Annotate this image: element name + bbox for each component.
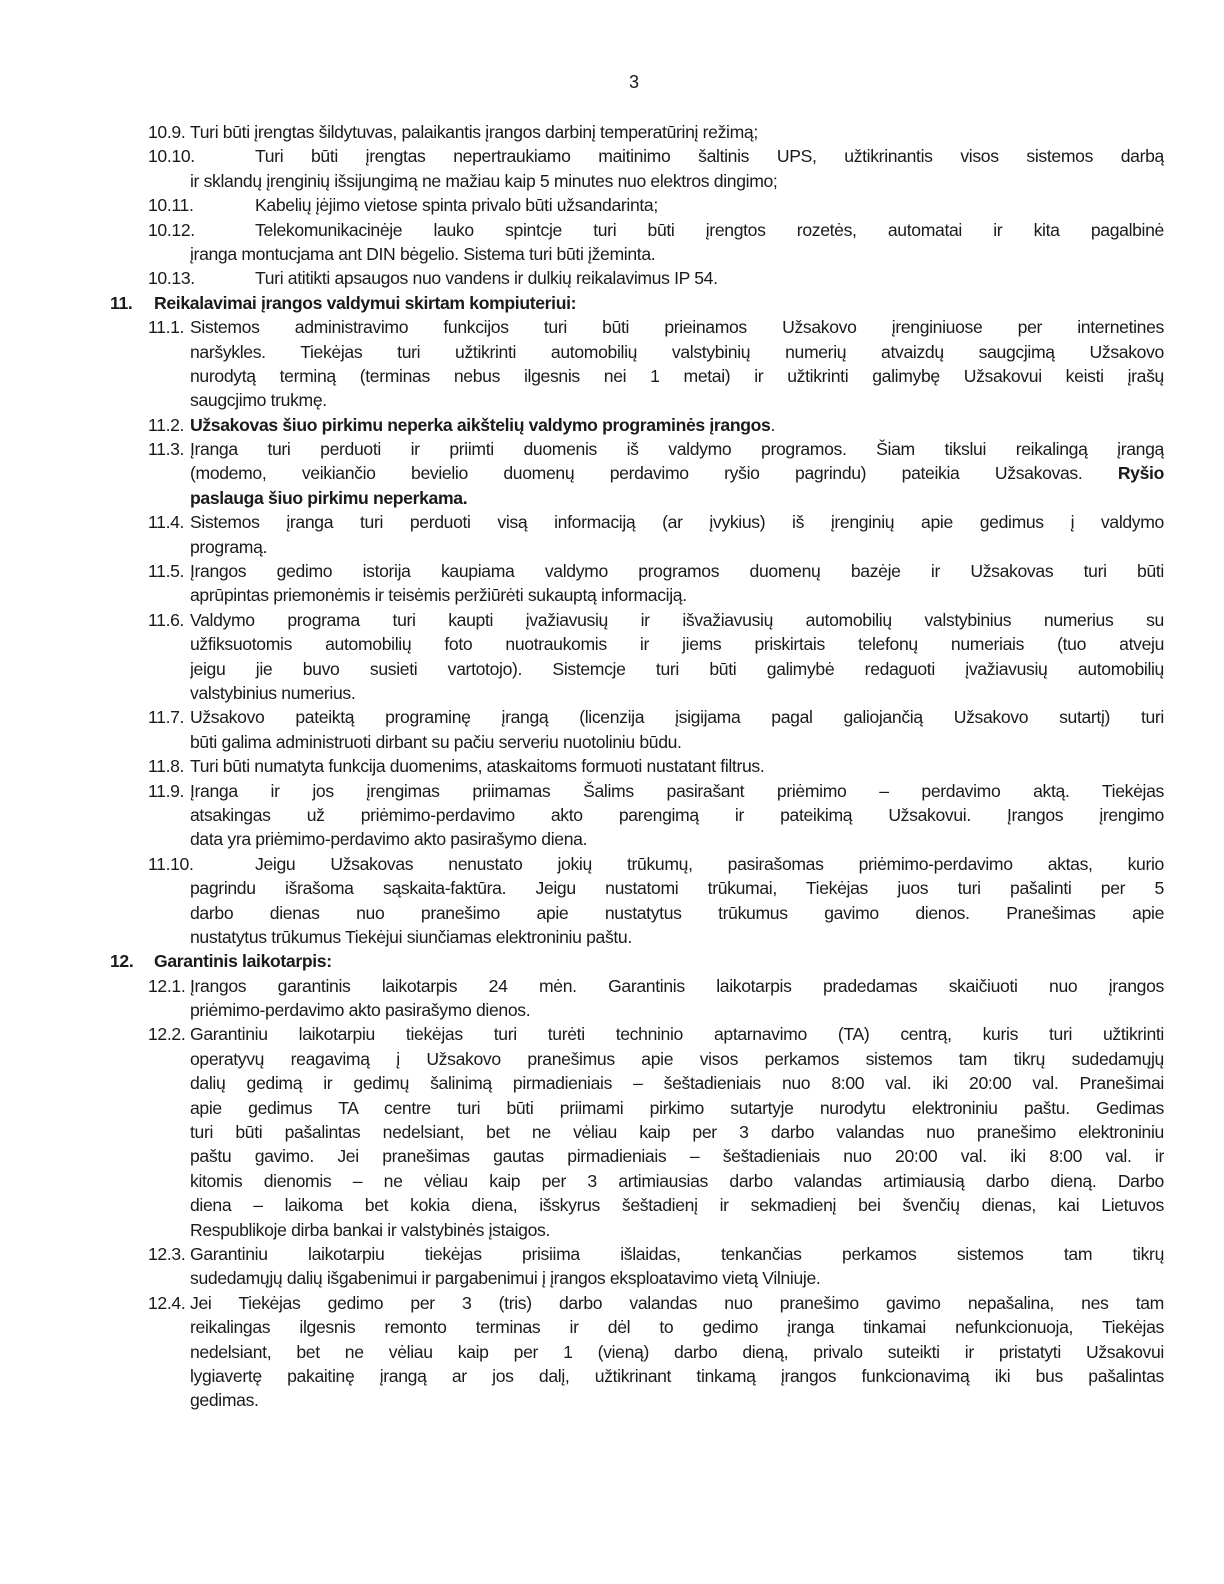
list-item-continuation [110,169,1160,193]
list-item-continuation [110,535,1160,559]
item-text: Turi būti įrengtas nepertraukiamo maitinimo šaltinis UPS, užtikrinantis visos sistemos darbą [255,146,1164,167]
item-number: 11.3. [148,439,185,460]
list-item-continuation [110,1144,1164,1168]
item-number: 10.11. [148,195,194,216]
item-text-continuation: paštu gavimo. Jei pranešimas gautas pirmadieniais – šeštadieniais nuo 20:00 val. iki 8:00 val. ir [190,1146,1164,1167]
list-item-continuation [110,461,1164,485]
list-item [110,144,1164,168]
bold-text: Ryšio [1117,463,1164,484]
item-text-continuation: atsakingas už priėmimo-perdavimo akto parengimą ir pateikimą Užsakovui. Įrangos įrengimo [190,804,1164,825]
list-item-continuation [110,803,1164,827]
item-number: 10.10. [148,146,195,167]
list-item-continuation [110,657,1164,681]
item-text-continuation: kitomis dienomis – ne vėliau kaip per 3 artimiausias darbo valandas artimiausią darbo dieną. Darbo [190,1170,1164,1191]
list-item-continuation [110,1169,1164,1193]
item-number: 10.12. [148,219,195,240]
item-text: Įrangos garantinis laikotarpis 24 mėn. Garantinis laikotarpis pradedamas skaičiuoti nuo įrangos [190,975,1164,996]
list-item-continuation [110,730,1160,754]
list-item [110,218,1164,242]
list-item [110,852,1164,876]
list-item [110,974,1164,998]
item-number: 10.9. [148,122,186,142]
item-text-continuation: darbo dienas nuo pranešimo apie nustatytus trūkumus gavimo dienos. Pranešimas apie [190,902,1164,923]
list-item-continuation [110,340,1164,364]
section-title: Garantinis laikotarpis: [154,951,332,972]
list-item-continuation [110,242,1160,266]
item-text: Garantiniu laikotarpiu tiekėjas turi turėti techninio aptarnavimo (TA) centrą, kuris turi užtikrinti [190,1024,1164,1045]
list-item [110,1242,1164,1266]
list-item-continuation [110,1340,1164,1364]
list-item [110,754,1160,778]
item-text-continuation: apie gedimus TA centre turi būti priimami pirkimo sutartyje nurodytu elektroniniu paštu. Gedimas [190,1097,1164,1118]
list-item-continuation [110,1047,1164,1071]
list-item-continuation [110,486,1160,510]
item-text: Telekomunikacinėje lauko spintcje turi būti įrengtos rozetės, automatai ir kita pagalbinė [255,219,1164,240]
list-item-continuation [110,1364,1164,1388]
item-text: Jeigu Užsakovas nenustato jokių trūkumų, pasirašomas priėmimo-perdavimo aktas, kurio [255,853,1164,874]
item-number: 11.7. [148,707,185,728]
item-text: Sistemos administravimo funkcijos turi būti prieinamos Užsakovo įrenginiuose per internetines [190,317,1164,338]
list-item [110,193,1160,217]
item-text: Valdymo programa turi kaupti įvažiavusių ir išvažiavusių automobilių valstybinius numerius su [190,609,1164,630]
list-item [110,266,1160,290]
item-number: 11.4. [148,512,185,533]
list-item [110,779,1164,803]
item-text: Turi atitikti apsaugos nuo vandens ir dulkių reikalavimus IP 54. [255,268,718,289]
list-item-continuation [110,681,1160,705]
item-text-continuation: lygiavertę pakaitinę įrangą ar jos dalį, užtikrinant tinkamą įrangos funkcionavimą iki bus pašalintas [190,1365,1164,1386]
item-text-continuation [190,486,1164,510]
list-item [110,120,1160,144]
list-item-continuation [110,876,1164,900]
list-item [110,437,1164,461]
section-title: Reikalavimai įrangos valdymui skirtam kompiuteriui: [154,292,577,313]
list-item-continuation [110,827,1160,851]
item-text-continuation: data yra priėmimo-perdavimo akto pasirašymo diena. [190,829,588,850]
section-heading [110,949,1160,973]
item-text: Užsakovo pateiktą programinę įrangą (licenzija įsigijama pagal galiojančią Užsakovo sutartį) turi [190,707,1164,728]
list-item-continuation [110,364,1164,388]
list-item [110,510,1164,534]
item-number: 11.1. [148,317,185,338]
list-item-continuation [110,998,1160,1022]
list-item-continuation [110,925,1160,949]
item-number: 11.6. [148,609,185,630]
item-number: 11.10. [148,853,194,874]
page-number: 3 [628,72,639,92]
item-text-continuation: nustatytus trūkumus Tiekėjui siunčiamas elektroniniu paštu. [190,926,632,947]
item-number: 11.5. [148,561,185,582]
bold-text: paslauga šiuo pirkimu neperkama. [190,487,468,508]
item-text-continuation: turi būti pašalintas nedelsiant, bet ne vėliau kaip per 3 darbo valandas nuo pranešimo elektroniniu [190,1122,1164,1143]
item-number: 11.9. [148,780,185,801]
bold-text: Užsakovas šiuo pirkimu neperka aikštelių valdymo programinės įrangos [190,414,771,435]
list-item [110,1022,1164,1046]
item-number: 10.13. [148,268,195,289]
list-item-continuation [110,1388,1160,1412]
list-item-continuation [110,632,1164,656]
item-text-continuation: diena – laikoma bet kokia diena, išskyrus šeštadienį ir sekmadienį bei švenčių dienas, kai Lietuvos [190,1195,1164,1216]
list-item-continuation [110,583,1160,607]
item-text: Įrangos gedimo istorija kaupiama valdymo programos duomenų bazėje ir Užsakovas turi būti [190,561,1164,582]
item-number: 11.8. [148,756,185,777]
item-text-continuation: jeigu jie buvo susieti vartotojo). Sistemcje turi būti galimybė redaguoti įvažiavusių automobilių [190,658,1164,679]
item-text-continuation: operatyvų reagavimą į Užsakovo pranešimus apie visos perkamos sistemos tam tikrų sudedamųjų [190,1048,1164,1069]
item-text-continuation: nurodytą terminą (terminas nebus ilgesnis nei 1 metai) ir užtikrinti galimybę Užsakovui keisti įrašų [190,365,1164,386]
section-number: 12. [110,951,134,972]
item-text: Įranga ir jos įrengimas priimamas Šalims pasirašant priėmimo – perdavimo aktą. Tiekėjas [190,780,1164,801]
item-number: 12.1. [148,975,186,996]
item-text-continuation: nedelsiant, bet ne vėliau kaip per 1 (vieną) darbo dieną, privalo suteikti ir pristatyti Užsakovui [190,1341,1164,1362]
list-item-continuation [110,1266,1160,1290]
item-text-continuation: gedimas. [190,1390,259,1411]
list-item [110,608,1164,632]
item-text-continuation: pagrindu išrašoma sąskaita-faktūra. Jeigu nustatomi trūkumai, Tiekėjas juos turi pašalinti per 5 [190,878,1164,899]
list-item-continuation [110,388,1160,412]
document-body [110,120,1164,1413]
list-item-continuation [110,901,1164,925]
item-text-continuation: valstybinius numerius. [190,682,356,703]
item-text: Kabelių įėjimo vietose spinta privalo būti užsandarinta; [255,195,658,216]
list-item-continuation [110,1315,1164,1339]
item-text: Turi būti įrengtas šildytuvas, palaikantis įrangos darbinį temperatūrinį režimą; [190,122,758,142]
item-text-continuation: naršykles. Tiekėjas turi užtikrinti automobilių valstybinių numerių atvaizdų saugcjimą Užsakovo [190,341,1164,362]
item-text-continuation: priėmimo-perdavimo akto pasirašymo dienos. [190,1000,531,1021]
list-item [110,705,1164,729]
item-text: Jei Tiekėjas gedimo per 3 (tris) darbo valandas nuo pranešimo gavimo nepašalina, nes tam [190,1292,1164,1313]
item-text-continuation: ir sklandų įrenginių išsijungimą ne mažiau kaip 5 minutes nuo elektros dingimo; [190,170,778,191]
item-text-continuation: įranga montucjama ant DIN bėgelio. Sistema turi būti įžeminta. [190,243,656,264]
item-text: (modemo, veikiančio bevielio duomenų perdavimo ryšio pagrindu) pateikia Užsakovas. [190,463,1083,484]
item-number: 11.2. [148,414,185,435]
item-text-continuation: reikalingas ilgesnis remonto terminas ir dėl to gedimo įranga tinkamai nefunkcionuoja, Tiekėjas [190,1317,1164,1338]
item-text-continuation: Respublikoje dirba bankai ir valstybinės įstaigos. [190,1219,550,1240]
item-text: Sistemos įranga turi perduoti visą informaciją (ar įvykius) iš įrenginių apie gedimus į valdymo [190,512,1164,533]
item-number: 12.4. [148,1292,186,1313]
item-text-continuation [190,461,1164,485]
section-heading [110,291,1160,315]
item-text-continuation: sudedamųjų dalių išgabenimui ir pargabenimui į įrangos eksploatavimo vietą Vilniuje. [190,1268,821,1289]
item-text-continuation: saugcjimo trukmę. [190,390,327,411]
item-text: Turi būti numatyta funkcija duomenims, ataskaitoms formuoti nustatant filtrus. [190,756,765,777]
item-text-continuation: dalių gedimą ir gedimų šalinimą pirmadieniais – šeštadieniais nuo 8:00 val. iki 20:00 val. Pranešimai [190,1073,1164,1094]
item-text [190,413,1164,437]
item-text-continuation: programą. [190,536,268,557]
item-text: Garantiniu laikotarpiu tiekėjas prisiima išlaidas, tenkančias perkamos sistemos tam tikrų [190,1243,1164,1264]
list-item-continuation [110,1071,1164,1095]
section-number: 11. [110,292,133,313]
list-item [110,1291,1164,1315]
item-text-tail: . [770,414,776,435]
list-item-continuation [110,1096,1164,1120]
item-number: 12.2. [148,1024,186,1045]
list-item [110,559,1164,583]
item-text: Įranga turi perduoti ir priimti duomenis iš valdymo programos. Šiam tikslui reikalingą įrangą [190,439,1164,460]
item-text-continuation: užfiksuotomis automobilių foto nuotraukomis ir jiems priskirtais telefonų numeriais (tuo atveju [190,634,1164,655]
item-text-continuation: aprūpintas priemonėmis ir teisėmis peržiūrėti sukauptą informaciją. [190,585,687,606]
list-item [110,315,1164,339]
list-item-continuation [110,1193,1164,1217]
list-item-continuation [110,1120,1164,1144]
item-number: 12.3. [148,1243,186,1264]
list-item-continuation [110,1218,1160,1242]
list-item [110,413,1160,437]
item-text-continuation: būti galima administruoti dirbant su pačiu serveriu nuotoliniu būdu. [190,731,682,752]
